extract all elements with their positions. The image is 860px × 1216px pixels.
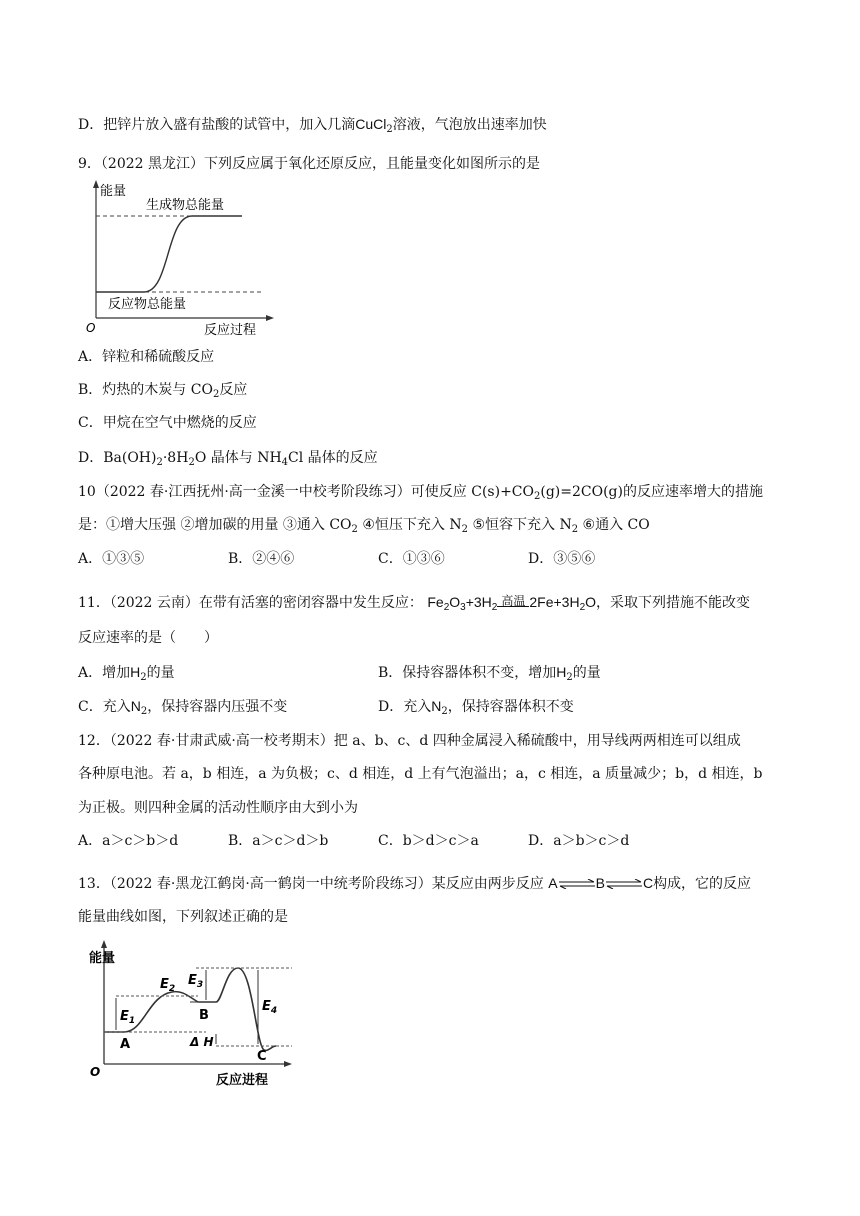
q13-eq-b: B <box>595 875 605 891</box>
q13-stem-line1 <box>78 873 751 894</box>
q13-a-label: A <box>120 1037 131 1052</box>
q11-c-chem: N <box>130 698 141 714</box>
q11-option-c <box>78 696 287 717</box>
q9-option-d-p3: O 晶体与 NH <box>194 450 282 466</box>
q12-option-b: B．a＞c＞d＞b <box>228 833 329 849</box>
q9-option-b-sub: 2 <box>212 389 220 400</box>
q9-option-d-s1: 2 <box>156 457 163 468</box>
q10-stem-s1: 2 <box>533 491 541 502</box>
q13-y-arrow <box>101 940 107 948</box>
q11-eq-condition <box>497 594 529 608</box>
q13-equilibrium <box>548 873 653 893</box>
q11-b-sub: 2 <box>566 672 573 683</box>
q12-stem-line3: 为正极。则四种金属的活动性顺序由大到小为 <box>78 800 358 816</box>
q9-energy-curve <box>96 216 242 292</box>
q9-option-a: A．锌粒和稀硫酸反应 <box>78 349 215 365</box>
q11-b-p2: 的量 <box>572 665 601 681</box>
q11-stem-line2: 反应速率的是（ ） <box>78 630 218 646</box>
q11-a-p2: 的量 <box>146 665 175 681</box>
q11-eq-h: +3H <box>465 594 492 610</box>
q8-option-d-text-end: 溶液，气泡放出速率加快 <box>392 117 547 133</box>
q10-l2-s1: 2 <box>351 524 358 535</box>
q11-eq-condition-text: 高温 <box>501 594 526 608</box>
q11-eq-s2: 3 <box>460 602 466 613</box>
q11-eq-s1: 2 <box>443 602 450 613</box>
q11-d-sub: 2 <box>441 706 448 717</box>
q9-option-d-p1: D．Ba(OH) <box>78 450 157 466</box>
q10-stem-p1: 10（2022 春·江西抚州·高一金溪一中校考阶段练习）可使反应 C(s)+CO <box>78 484 534 500</box>
q10-l2-s2: 2 <box>461 524 468 535</box>
q10-stem-line1 <box>78 482 763 502</box>
q11-c-p2: ，保持容器内压强不变 <box>147 699 288 715</box>
q13-stem-line2: 能量曲线如图，下列叙述正确的是 <box>78 909 288 925</box>
q13-c-label: C <box>257 1049 267 1064</box>
q11-a-chem: H <box>130 664 141 680</box>
q11-eq-right-o: O <box>585 594 597 610</box>
q13-e2-label: $E_2$ <box>160 977 176 994</box>
q9-xlabel: 反应过程 <box>204 323 257 336</box>
q13-eq-a: A <box>548 875 558 891</box>
q13-stem-p2: 构成，它的反应 <box>653 876 752 892</box>
q13-xlabel: 反应进程 <box>216 1073 269 1088</box>
q11-eq-right: 2Fe+3H <box>529 594 580 610</box>
q11-d-chem: N <box>431 698 442 714</box>
q9-stem: 9．（2022 黑龙江）下列反应属于氧化还原反应，且能量变化如图所示的是 <box>78 156 540 172</box>
q8-option-d-subscript: 2 <box>386 124 393 135</box>
q8-option-d-text: D．把锌片放入盛有盐酸的试管中，加入几滴 <box>78 117 356 133</box>
q9-option-b-text: B．灼热的木炭与 CO <box>78 382 213 398</box>
q12-stem-line1: 12．（2022 春·甘肃武威·高一校考期末）把 a、b、c、d 四种金属浸入稀硫酸中，用导线两两相连可以组成 <box>78 733 741 749</box>
q10-option-a: A．①③⑤ <box>78 551 145 567</box>
q12-stem-line2: 各种原电池。若 a，b 相连，a 为负极；c、d 相连，d 上有气泡溢出；a，c 相连，a 质量减少；b，d 相连，b <box>78 766 763 782</box>
q9-top-label: 生成物总能量 <box>146 198 225 213</box>
q13-eq-arrow-2 <box>605 879 643 889</box>
q11-eq-s3: 2 <box>491 602 498 613</box>
q10-l2-p2: ④恒压下充入 N <box>357 517 462 533</box>
q13-eq-c: C <box>642 875 654 891</box>
q11-c-p1: C．充入 <box>78 699 131 715</box>
q9-bottom-label: 反应物总能量 <box>108 297 187 312</box>
q10-stem-line2 <box>78 515 650 535</box>
q9-option-d-p2: ·8H <box>162 450 189 466</box>
q13-e4-label: $E_4$ <box>262 999 278 1016</box>
q11-stem-p2: ，采取下列措施不能改变 <box>596 595 751 611</box>
q11-a-sub: 2 <box>140 672 147 683</box>
q11-b-p1: B．保持容器体积不变，增加 <box>378 665 557 681</box>
q9-origin: O <box>86 321 96 335</box>
q13-b-label: B <box>199 1008 209 1023</box>
q9-option-d-s2: 2 <box>188 457 195 468</box>
q11-option-a <box>78 662 175 683</box>
q10-stem-p2: (g)=2CO(g)的反应速率增大的措施 <box>540 484 763 500</box>
q13-origin: O <box>90 1065 101 1079</box>
q9-option-d <box>78 448 378 468</box>
q9-y-arrow <box>93 180 99 188</box>
q9-option-b <box>78 380 247 400</box>
q13-e1-label: $E_1$ <box>120 1009 136 1026</box>
q10-l2-p4: ⑥通入 CO <box>578 517 650 533</box>
q11-stem-line1 <box>78 592 750 613</box>
q11-c-sub: 2 <box>140 706 148 717</box>
q9-x-arrow <box>266 315 274 321</box>
q13-dh-label: Δ H <box>190 1035 214 1049</box>
q9-option-d-p4: Cl 晶体的反应 <box>288 450 378 466</box>
q9-option-d-s3: 4 <box>281 457 289 468</box>
q11-eq-o: O <box>449 594 461 610</box>
q8-option-d <box>78 114 547 135</box>
q9-option-b-end: 反应 <box>219 382 248 398</box>
q9-ylabel: 能量 <box>100 184 127 199</box>
q9-energy-diagram <box>82 180 282 336</box>
q13-energy-diagram <box>86 940 298 1090</box>
q11-equation <box>427 592 596 612</box>
q13-x-arrow <box>284 1061 292 1067</box>
q9-option-c: C．甲烷在空气中燃烧的反应 <box>78 415 257 431</box>
q13-e3-label: $E_3$ <box>188 973 204 990</box>
q10-option-d: D．③⑤⑥ <box>528 551 596 567</box>
q10-l2-p1: 是：①增大压强 ②增加碳的用量 ③通入 CO <box>78 517 352 533</box>
q13-stem-p1: 13．（2022 春·黑龙江鹤岗·高一鹤岗一中统考阶段练习）某反应由两步反应 <box>78 876 544 892</box>
q13-eq-arrow-1 <box>558 879 596 889</box>
q10-l2-p3: ⑤恒容下充入 N <box>468 517 572 533</box>
q13-ylabel: 能量 <box>89 951 116 966</box>
q11-option-b <box>378 662 601 683</box>
q11-option-d <box>378 696 574 717</box>
q11-stem-p1: 11．（2022 云南）在带有活塞的密闭容器中发生反应： <box>78 595 423 611</box>
q11-eq-s4: 2 <box>579 602 586 613</box>
q11-a-p1: A．增加 <box>78 665 131 681</box>
q10-option-c: C．①③⑥ <box>378 551 445 567</box>
q11-b-chem: H <box>556 664 567 680</box>
q8-option-d-formula: CuCl <box>355 116 387 132</box>
q12-option-c: C．b＞d＞c＞a <box>378 833 479 849</box>
q12-option-d: D．a＞b＞c＞d <box>528 833 630 849</box>
q11-d-p2: ，保持容器体积不变 <box>447 699 574 715</box>
q11-eq-fe: Fe <box>427 594 444 610</box>
q12-option-a: A．a＞c＞b＞d <box>78 833 179 849</box>
q10-option-b: B．②④⑥ <box>228 551 295 567</box>
q11-d-p1: D．充入 <box>378 699 432 715</box>
q10-l2-s3: 2 <box>571 524 579 535</box>
